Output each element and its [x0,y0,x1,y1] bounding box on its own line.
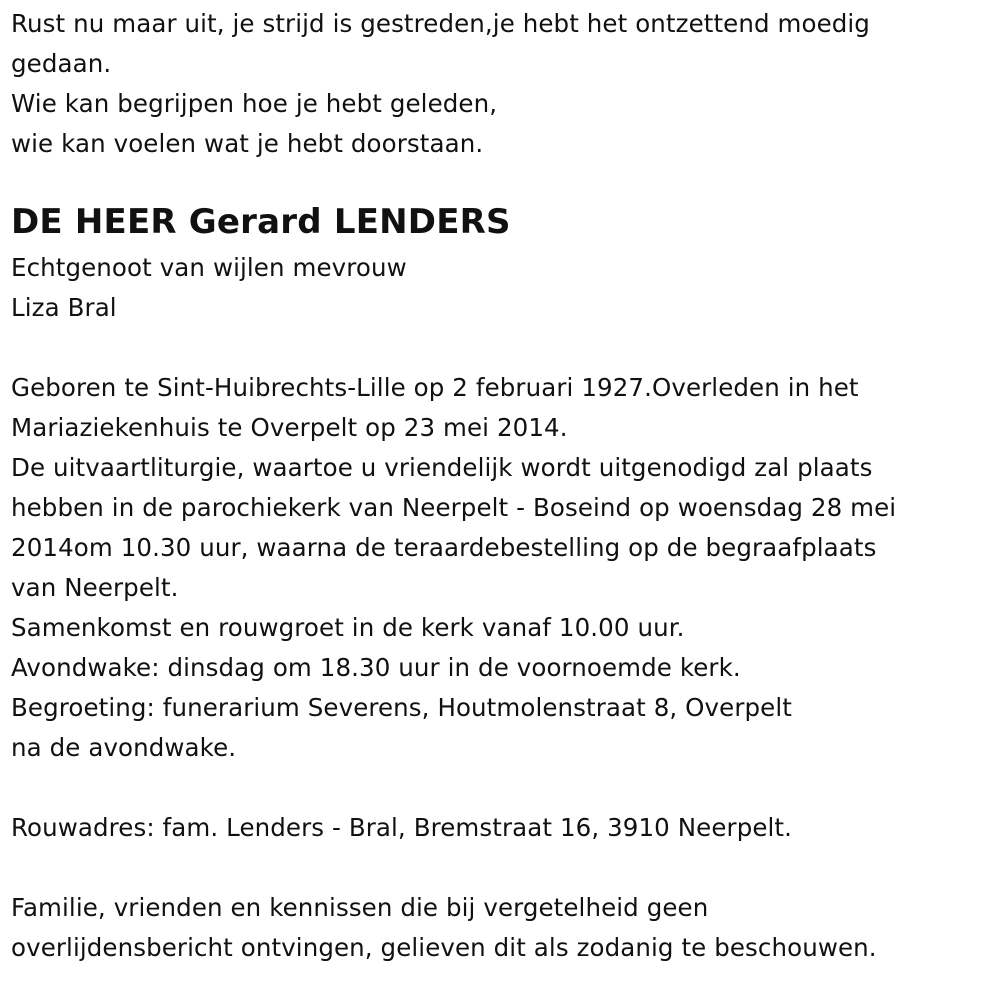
details-line: De uitvaartliturgie, waartoe u vriendelijk wordt uitgenodigd zal plaats [11,453,873,482]
mourning-address: Rouwadres: fam. Lenders - Bral, Bremstraat 16, 3910 Neerpelt. [11,813,793,842]
poem [11,4,991,164]
spacer [11,768,991,808]
closing-line: Familie, vrienden en kennissen die bij vergetelheid geen [11,893,709,922]
obituary-notice [11,4,991,968]
details-line: van Neerpelt. [11,573,179,602]
relation [11,248,991,328]
details-line: na de avondwake. [11,733,237,762]
closing-line: overlijdensbericht ontvingen, gelieven dit als zodanig te beschouwen. [11,933,877,962]
closing-note [11,888,991,968]
poem-line: Wie kan begrijpen hoe je hebt geleden, [11,89,498,118]
deceased-name: DE HEER Gerard LENDERS [11,202,511,242]
poem-line: Rust nu maar uit, je strijd is gestreden,je hebt het ontzettend moedig [11,9,870,38]
poem-line: gedaan. [11,49,112,78]
relation-line: Liza Bral [11,293,117,322]
details-line: 2014om 10.30 uur, waarna de teraardebestelling op de begraafplaats [11,533,877,562]
relation-line: Echtgenoot van wijlen mevrouw [11,253,407,282]
spacer [11,328,991,368]
details-line: Geboren te Sint-Huibrechts-Lille op 2 februari 1927.Overleden in het [11,373,859,402]
details-line: Samenkomst en rouwgroet in de kerk vanaf 10.00 uur. [11,613,685,642]
poem-line: wie kan voelen wat je hebt doorstaan. [11,129,484,158]
spacer [11,848,991,888]
funeral-details [11,368,991,768]
details-line: Avondwake: dinsdag om 18.30 uur in de voornoemde kerk. [11,653,741,682]
details-line: Begroeting: funerarium Severens, Houtmolenstraat 8, Overpelt [11,693,792,722]
details-line: hebben in de parochiekerk van Neerpelt - Boseind op woensdag 28 mei [11,493,897,522]
details-line: Mariaziekenhuis te Overpelt op 23 mei 2014. [11,413,568,442]
